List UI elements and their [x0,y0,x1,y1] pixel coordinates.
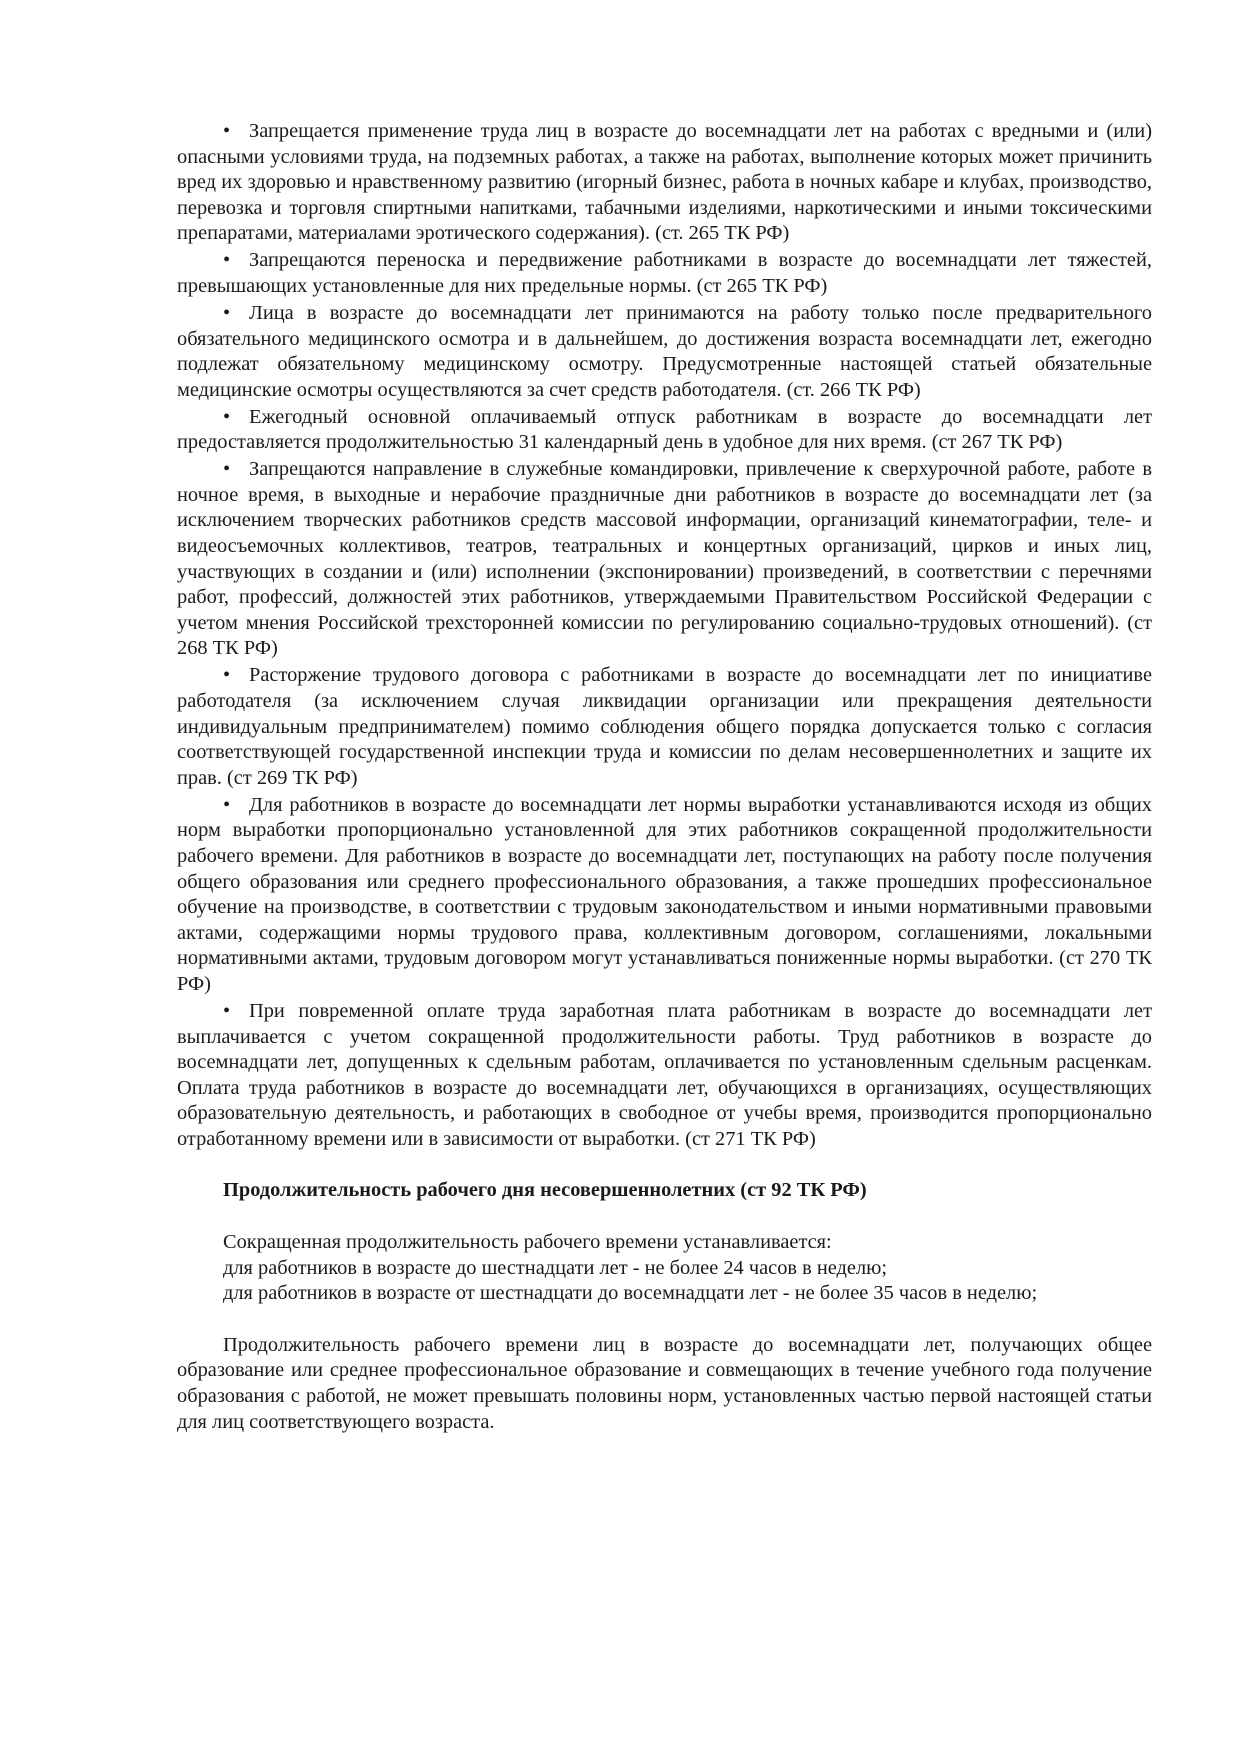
list-item [177,457,1152,662]
list-item-text: При повременной оплате труда заработная плата работникам в возрасте до восемнадцати лет выплачивается с учетом сокращенной продолжительности работы. Труд работников в возрасте до восемнадцати лет, допущенных к сдельным работам, оплачивается по установленным сдельным расценкам. Оплата труда работников в возрасте до восемнадцати лет, обучающихся в организациях, осуществляющих образовательную деятельность, и работающих в свободное от учебы время, производится пропорционально отработанному времени или в зависимости от выработки. (ст 271 ТК РФ) [177,999,1152,1150]
list-item-text: Ежегодный основной оплачиваемый отпуск работникам в возрасте до восемнадцати лет предоставляется продолжительностью 31 календарный день в удобное для них время. (ст 267 ТК РФ) [177,405,1152,454]
intro-line: Сокращенная продолжительность рабочего времени устанавливается: [223,1231,832,1254]
bullet-icon: • [223,120,231,142]
working-hours-intro [223,1230,1152,1307]
intro-line: для работников в возрасте до шестнадцати лет - не более 24 часов в неделю; [223,1256,888,1279]
bullet-icon: • [223,249,231,272]
document-page [177,119,1152,1456]
bullet-icon: • [223,458,231,481]
section-heading: Продолжительность рабочего дня несовершеннолетних (ст 92 ТК РФ) [223,1179,867,1202]
bullet-icon: • [223,999,231,1022]
list-item [177,793,1152,998]
list-item-text: Запрещаются переноска и передвижение работниками в возрасте до восемнадцати лет тяжестей, превышающих установленные для них предельные нормы. (ст 265 ТК РФ) [177,249,1152,297]
list-item-text: Запрещается применение труда лиц в возрасте до восемнадцати лет на работах с вредными и (или) опасными условиями труда, на подземных работах, а также на работах, выполнение которых может причинить вред их здоровью и нравственному развитию (игорный бизнес, работа в ночных кабаре и клубах, производство, перевозка и торговля спиртными напитками, табачными изделиями, наркотическими и иными токсическими препаратами, материалами эротического содержания). (ст. 265 ТК РФ) [177,120,1152,245]
list-item [177,663,1152,791]
bullet-icon: • [223,793,231,816]
list-item [177,119,1152,247]
list-item [177,405,1152,456]
list-item-text: Запрещаются направление в служебные командировки, привлечение к сверхурочной работе, работе в ночное время, в выходные и нерабочие праздничные дни работников в возрасте до восемнадцати лет (за исключением творческих работников средств массовой информации, организаций кинематографии, теле- и видеосъемочных коллективов, театров, театральных и концертных организаций, цирков и иных лиц, участвующих в создании и (или) исполнении (экспонировании) произведений, в соответствии с перечнями работ, профессий, должностей этих работников, утверждаемыми Правительством Российской Федерации с учетом мнения Российской трехсторонней комиссии по регулированию социально-трудовых отношений). (ст 268 ТК РФ) [177,458,1152,660]
bullet-icon: • [223,405,231,428]
closing-paragraph: Продолжительность рабочего времени лиц в возрасте до восемнадцати лет, получающих общее образование или среднее профессиональное образование и совмещающих в течение учебного года получение образования с работой, не может превышать половины норм, установленных частью первой настоящей статьи для лиц соответствующего возраста. [177,1333,1152,1433]
list-item [177,999,1152,1153]
list-item [177,248,1152,299]
intro-line: для работников в возрасте от шестнадцати до восемнадцати лет - не более 35 часов в неделю; [223,1282,1038,1305]
list-item-text: Для работников в возрасте до восемнадцати лет нормы выработки устанавливаются исходя из общих норм выработки пропорционально установленной для этих работников сокращенной продолжительности рабочего времени. Для работников в возрасте до восемнадцати лет, поступающих на работу после получения общего образования или среднего профессионального образования, а также прошедших профессиональное обучение на производстве, в соответствии с трудовым законодательством и иными нормативными правовыми актами, содержащими нормы трудового права, коллективным договором, соглашениями, локальными нормативными актами, трудовым договором могут устанавливаться пониженные нормы выработки. (ст 270 ТК РФ) [177,793,1152,995]
list-item-text: Расторжение трудового договора с работниками в возрасте до восемнадцати лет по инициативе работодателя (за исключением случая ликвидации организации или прекращения деятельности индивидуальным предпринимателем) помимо соблюдения общего порядка допускается только с согласия соответствующей государственной инспекции труда и комиссии по делам несовершеннолетних и защите их прав. (ст 269 ТК РФ) [177,664,1152,789]
bullet-icon: • [223,664,231,687]
rights-list [177,119,1152,1152]
bullet-icon: • [223,301,231,324]
list-item-text: Лица в возрасте до восемнадцати лет принимаются на работу только после предварительного обязательного медицинского осмотра и в дальнейшем, до достижения возраста восемнадцати лет, ежегодно подлежат обязательному медицинскому осмотру. Предусмотренные настоящей статьей обязательные медицинские осмотры осуществляются за счет средств работодателя. (ст. 266 ТК РФ) [177,301,1152,401]
list-item [177,301,1152,403]
